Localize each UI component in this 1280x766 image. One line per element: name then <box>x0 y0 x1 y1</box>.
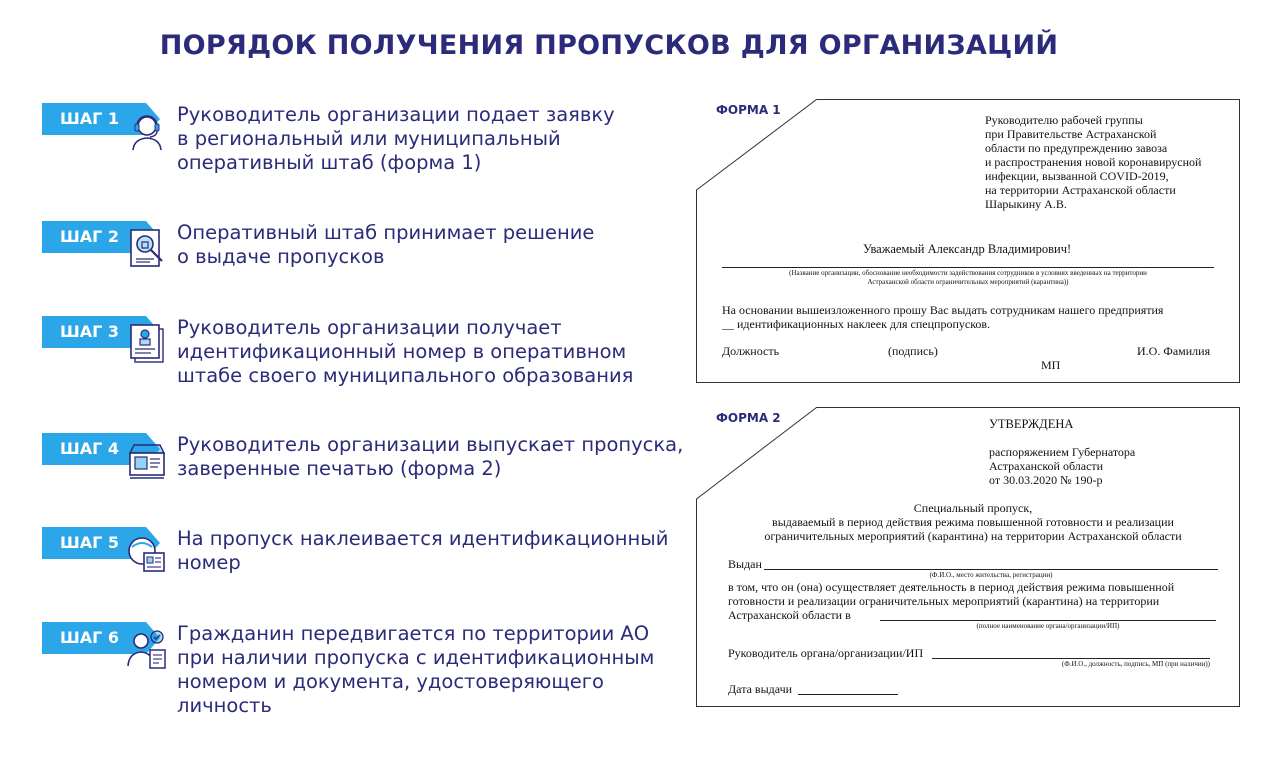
form-2-date-line <box>798 694 898 695</box>
form-1-position: Должность <box>722 344 780 358</box>
form-2-issued-line <box>764 569 1218 570</box>
form-1-body: На основании вышеизложенного прошу Вас выдать сотрудникам нашего предприятия __ идентификационных наклеек для спецпропусков. <box>722 303 1164 331</box>
step-description: Руководитель организации выпускает пропуска, заверенные печатью (форма 2) <box>177 433 684 480</box>
form-2-label: ФОРМА 2 <box>716 411 781 425</box>
form-1-org-line <box>722 267 1214 268</box>
step-description: Руководитель организации подает заявку в региональный или муниципальный оперативный штаб (форма 1) <box>177 103 615 174</box>
id-card-icon <box>126 322 168 364</box>
form-2-head-caption: (Ф.И.О., должность, подпись, МП (при наличии)) <box>1061 660 1210 668</box>
step-badge: ШАГ 1 <box>42 103 146 135</box>
step-badge: ШАГ 2 <box>42 221 146 253</box>
step-badge: ШАГ 4 <box>42 433 146 465</box>
form-2-issued-label: Выдан <box>728 557 762 571</box>
step-badge: ШАГ 6 <box>42 622 146 654</box>
step-description: Оперативный штаб принимает решение о выдаче пропусков <box>177 221 595 268</box>
form-1-addressee: Руководителю рабочей группы при Правительстве Астраханской области по предупреждению завоза и распространения новой коронавирусной инфекции, вызванной COVID-2019, на территории Астраханской области Шарыкину А.В. <box>985 113 1202 211</box>
form-2-body: в том, что он (она) осуществляет деятельность в период действия режима повышенной готовности и реализации ограничительных мероприятий (карантина) на территории Астраханской области в <box>728 580 1175 622</box>
form-1-signature: (подпись) <box>888 344 938 358</box>
form-1-label: ФОРМА 1 <box>716 103 781 117</box>
step-badge: ШАГ 5 <box>42 527 146 559</box>
form-2-org-line <box>880 620 1216 621</box>
form-1-org-caption: (Название организации, обоснование необходимости задействования сотрудников в условиях введенных на территории Астраханской области ограничительных мероприятий (карантина)) <box>789 269 1147 286</box>
step-badge: ШАГ 3 <box>42 316 146 348</box>
sticker-pass-icon <box>126 533 168 575</box>
page-title: ПОРЯДОК ПОЛУЧЕНИЯ ПРОПУСКОВ ДЛЯ ОРГАНИЗАЦИЙ <box>159 30 1059 61</box>
form-2-head-line <box>932 658 1210 659</box>
step-description: Руководитель организации получает идентификационный номер в оперативном штабе своего муниципального образования <box>177 316 634 387</box>
operator-headset-icon <box>126 109 168 151</box>
form-1-stamp: МП <box>1041 358 1061 372</box>
form-1-name: И.О. Фамилия <box>1137 344 1211 358</box>
step-description: Гражданин передвигается по территории АО при наличии пропуска с идентификационным номером и документа, удостоверяющего личность <box>177 622 655 717</box>
form-2-date-label: Дата выдачи <box>728 682 793 696</box>
document-review-icon <box>126 227 168 269</box>
pass-stamp-icon <box>126 439 168 481</box>
citizen-document-icon <box>126 628 168 670</box>
form-2-decree: распоряжением Губернатора Астраханской области от 30.03.2020 № 190-р <box>989 445 1136 487</box>
form-1-greeting: Уважаемый Александр Владимирович! <box>863 242 1072 256</box>
form-2-approved: УТВЕРЖДЕНА <box>989 417 1074 431</box>
step-description: На пропуск наклеивается идентификационный номер <box>177 527 669 574</box>
form-2-head-label: Руководитель органа/организации/ИП <box>728 646 924 660</box>
form-2-org-caption: (полное наименование органа/организации/ИП) <box>976 622 1120 630</box>
form-2-heading: Специальный пропуск, выдаваемый в период действия режима повышенной готовности и реализации ограничительных мероприятий (карантина) на территории Астраханской области <box>764 501 1182 543</box>
form-2-issued-caption: (Ф.И.О., место жительства, регистрации) <box>929 571 1053 579</box>
